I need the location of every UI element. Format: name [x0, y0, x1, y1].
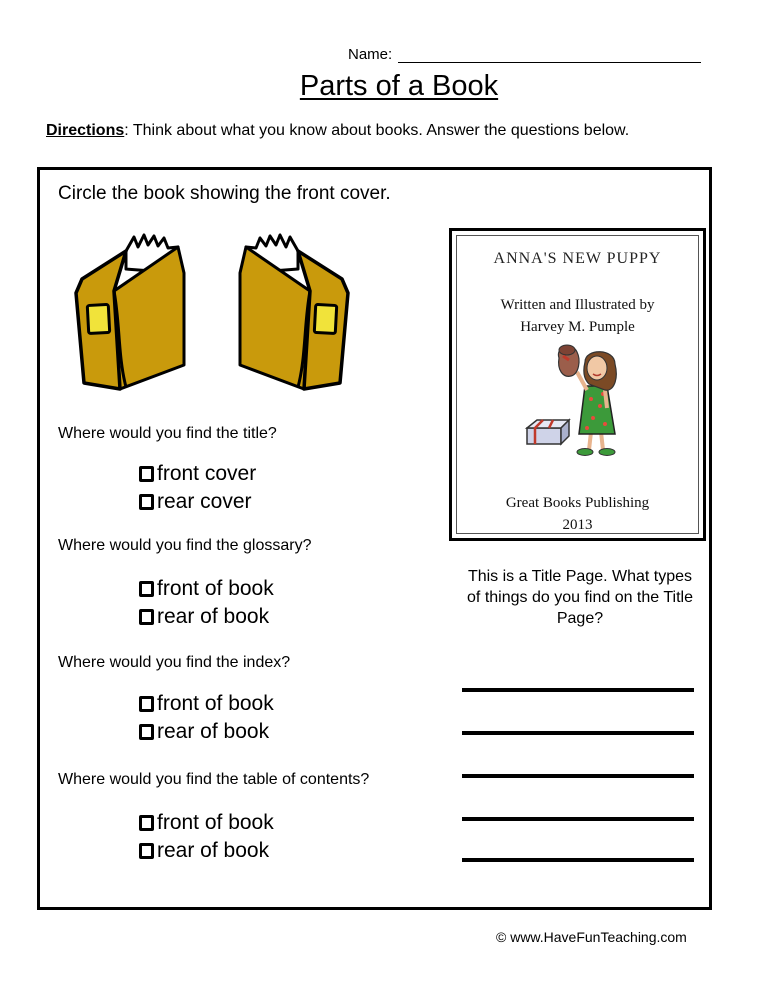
- option-label: rear cover: [157, 490, 252, 513]
- directions: [46, 122, 629, 140]
- answer-line[interactable]: [462, 688, 694, 692]
- name-line[interactable]: [398, 48, 701, 63]
- option-label: front of book: [157, 811, 274, 834]
- option-rear-of-book[interactable]: [139, 839, 269, 863]
- name-field: [348, 46, 701, 63]
- book-title: ANNA'S NEW PUPPY: [493, 250, 662, 267]
- book-rear-icon[interactable]: [232, 233, 350, 393]
- question-table-of-contents: Where would you find the table of contents?: [58, 771, 370, 788]
- option-label: rear of book: [157, 720, 270, 743]
- girl-with-puppy-icon: [523, 344, 643, 468]
- author-block: [457, 294, 698, 338]
- option-front-cover[interactable]: [139, 462, 256, 486]
- publisher: Great Books Publishing: [505, 495, 650, 511]
- question-title: Where would you find the title?: [58, 425, 277, 442]
- copyright-footer: © www.HaveFunTeaching.com: [496, 929, 687, 945]
- author-line-2: Harvey M. Pumple: [520, 319, 635, 335]
- answer-line[interactable]: [462, 817, 694, 821]
- question-index: Where would you find the index?: [58, 654, 291, 671]
- checkbox[interactable]: [139, 609, 154, 625]
- answer-line[interactable]: [462, 858, 694, 862]
- book-front-icon[interactable]: [74, 233, 192, 393]
- directions-label: Directions: [46, 122, 125, 139]
- option-rear-of-book[interactable]: [139, 720, 269, 744]
- directions-text: : Think about what you know about books. Answer the questions below.: [124, 122, 630, 139]
- option-rear-of-book[interactable]: [139, 605, 269, 629]
- checkbox[interactable]: [139, 843, 154, 859]
- answer-line[interactable]: [462, 774, 694, 778]
- checkbox[interactable]: [139, 581, 154, 597]
- publisher-block: [457, 492, 698, 536]
- year: 2013: [562, 517, 593, 533]
- question-glossary: Where would you find the glossary?: [58, 537, 312, 554]
- option-label: front of book: [157, 692, 274, 715]
- option-label: front of book: [157, 577, 274, 600]
- author-line-1: Written and Illustrated by: [500, 297, 655, 313]
- option-label: front cover: [157, 462, 257, 485]
- option-front-of-book[interactable]: [139, 692, 274, 716]
- checkbox[interactable]: [139, 815, 154, 831]
- option-front-of-book[interactable]: [139, 811, 274, 835]
- title-page-inner-border: [456, 235, 699, 534]
- option-front-of-book[interactable]: [139, 577, 274, 601]
- option-label: rear of book: [157, 839, 270, 862]
- page-title: Parts of a Book: [299, 70, 499, 102]
- title-page-question: This is a Title Page. What types of things do you find on the Title Page?: [467, 568, 693, 627]
- checkbox[interactable]: [139, 724, 154, 740]
- name-label: Name:: [348, 46, 393, 63]
- answer-line[interactable]: [462, 731, 694, 735]
- title-page-sample: [449, 228, 706, 541]
- checkbox[interactable]: [139, 696, 154, 712]
- circle-instruction: Circle the book showing the front cover.: [58, 183, 391, 204]
- checkbox[interactable]: [139, 494, 154, 510]
- option-label: rear of book: [157, 605, 270, 628]
- option-rear-cover[interactable]: [139, 490, 252, 514]
- checkbox[interactable]: [139, 466, 154, 482]
